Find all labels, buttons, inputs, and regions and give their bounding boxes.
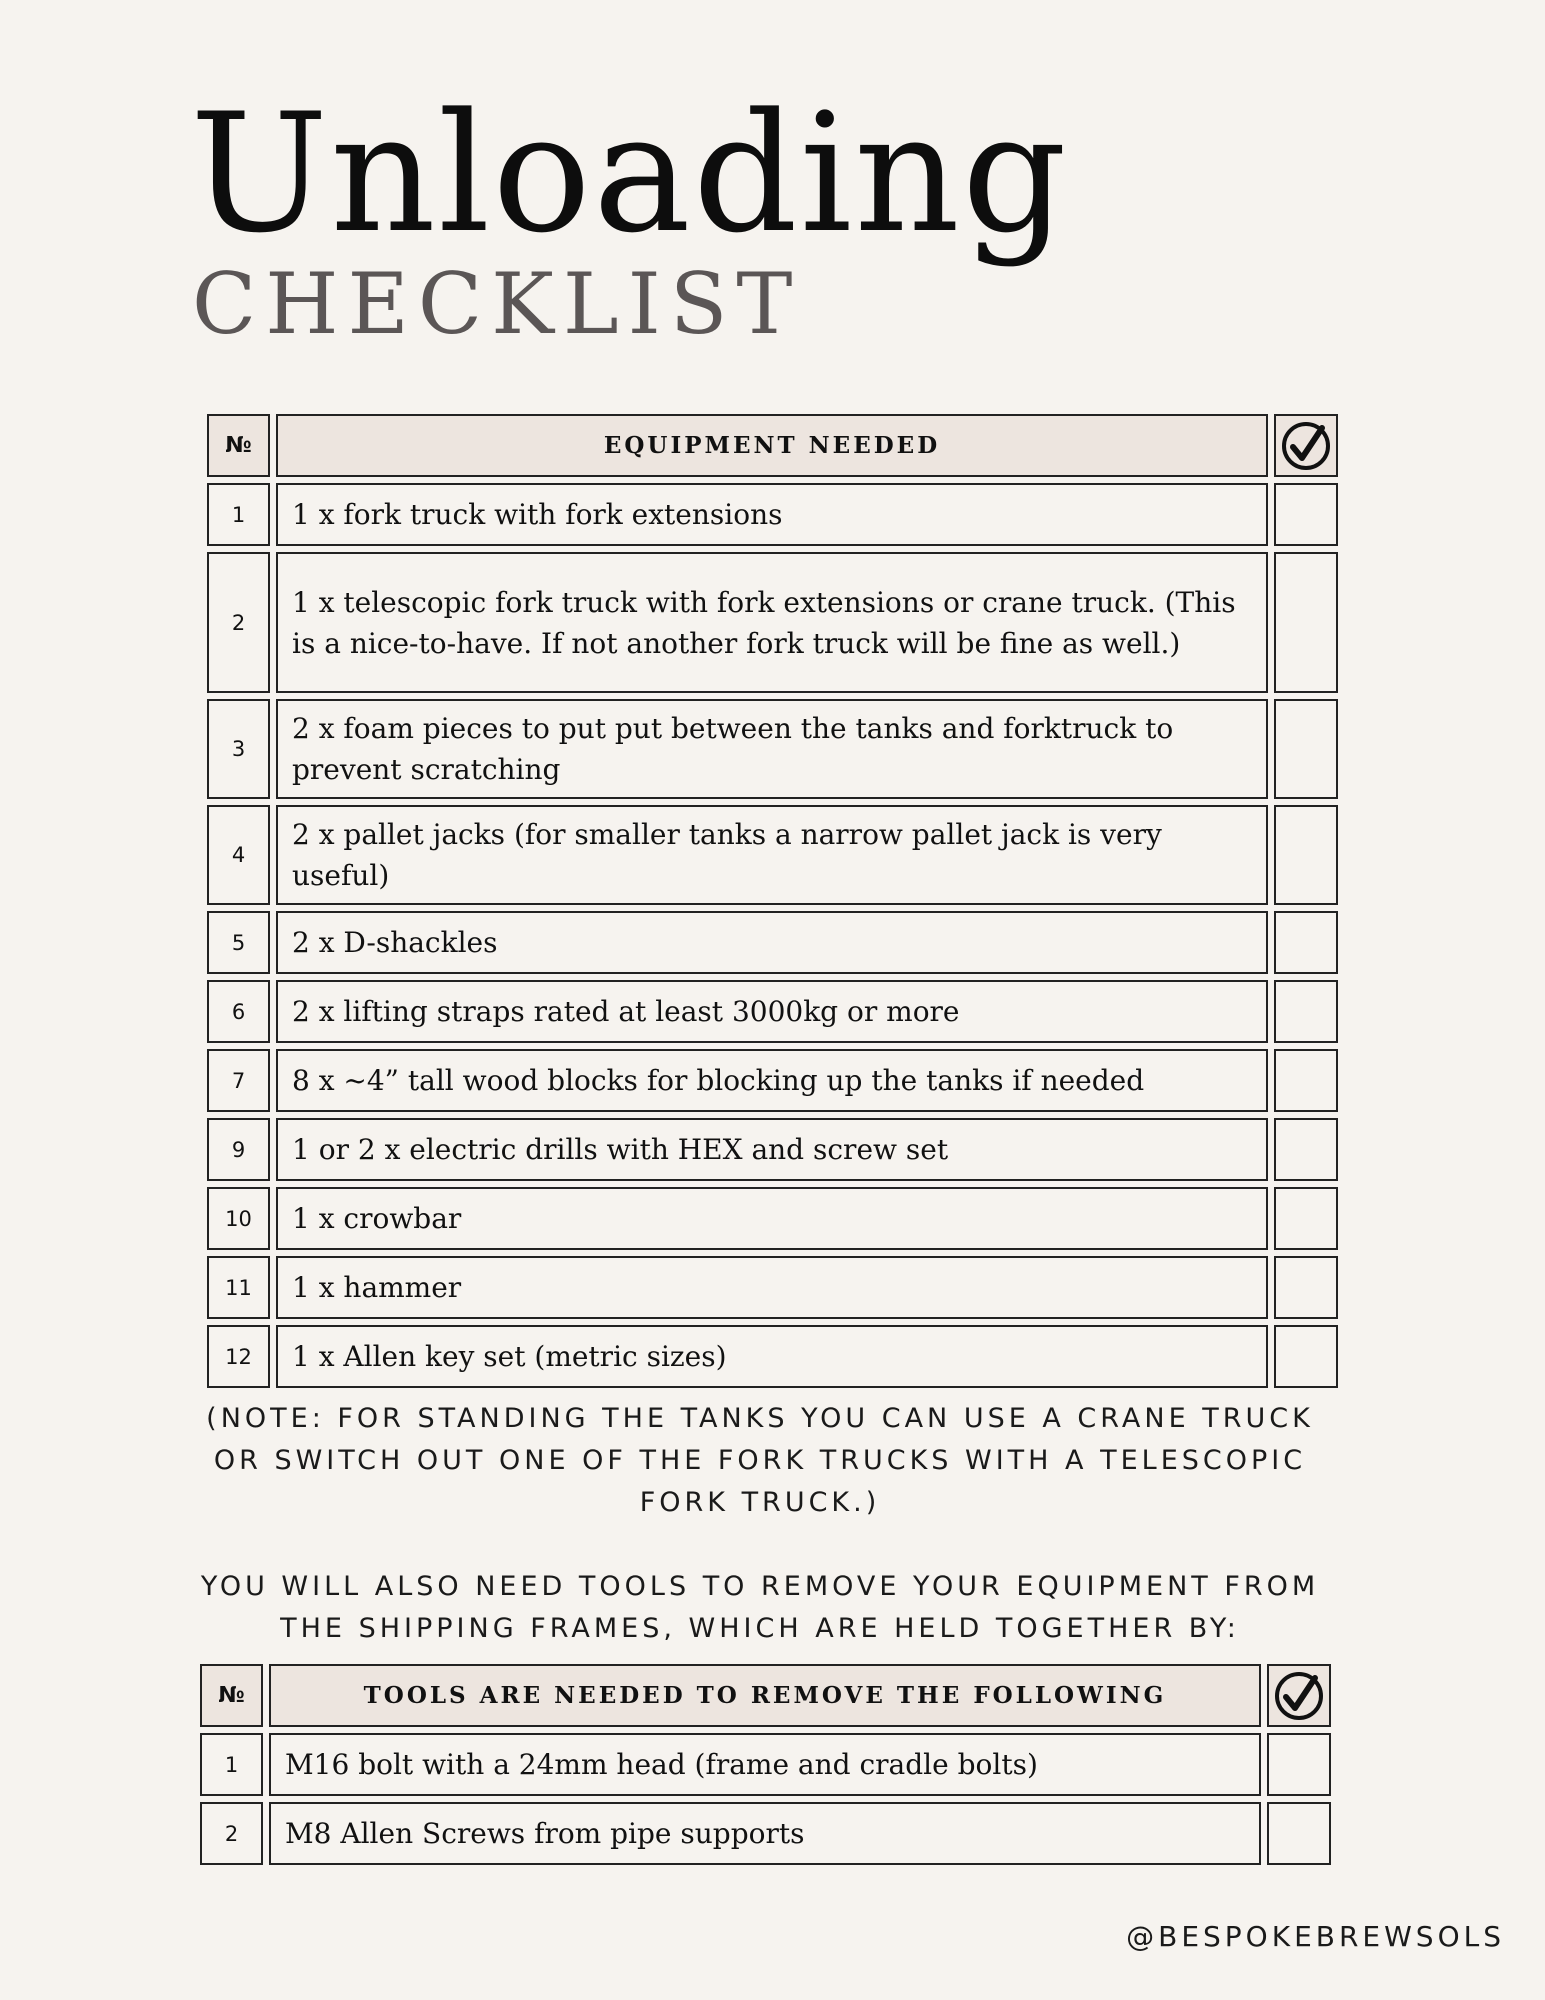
row-number: 4 [207,805,270,905]
row-text: 1 x telescopic fork truck with fork extensions or crane truck. (This is a nice-to-have. If not another fork truck will be fine as well.) [276,552,1268,693]
row-number: 7 [207,1049,270,1112]
social-handle: @BESPOKEBREWSOLS [1126,1920,1505,1953]
row-text: 1 x Allen key set (metric sizes) [276,1325,1268,1388]
checkmark-column-header [1274,414,1338,477]
equipment-column-header: EQUIPMENT NEEDED [276,414,1268,477]
row-text: 2 x foam pieces to put put between the tanks and forktruck to prevent scratching [276,699,1268,799]
row-number: 11 [207,1256,270,1319]
row-number: 2 [200,1802,263,1865]
checkmark-circle-icon [1280,420,1332,472]
row-number: 2 [207,552,270,693]
table-row [207,1049,1338,1112]
row-checkbox[interactable] [1274,1118,1338,1181]
table-row [207,552,1338,693]
row-text: M16 bolt with a 24mm head (frame and cradle bolts) [269,1733,1261,1796]
shipping-frames-note: YOU WILL ALSO NEED TOOLS TO REMOVE YOUR EQUIPMENT FROM THE SHIPPING FRAMES, WHICH ARE HELD TOGETHER BY: [200,1571,1320,1644]
tools-column-header: TOOLS ARE NEEDED TO REMOVE THE FOLLOWING [269,1664,1261,1727]
standing-tanks-note: (NOTE: FOR STANDING THE TANKS YOU CAN USE A CRANE TRUCK OR SWITCH OUT ONE OF THE FORK TRUCKS WITH A TELESCOPIC FORK TRUCK.) [206,1403,1314,1518]
row-checkbox[interactable] [1274,1049,1338,1112]
row-text: 1 x hammer [276,1256,1268,1319]
number-column-header: № [200,1664,263,1727]
row-number: 9 [207,1118,270,1181]
row-checkbox[interactable] [1274,980,1338,1043]
row-checkbox[interactable] [1274,1256,1338,1319]
table-row [207,1118,1338,1181]
row-number: 10 [207,1187,270,1250]
row-text: 1 or 2 x electric drills with HEX and screw set [276,1118,1268,1181]
row-checkbox[interactable] [1274,1325,1338,1388]
row-text: 2 x D-shackles [276,911,1268,974]
row-checkbox[interactable] [1274,483,1338,546]
page-title: Unloading [190,78,1069,269]
row-number: 1 [207,483,270,546]
row-number: 6 [207,980,270,1043]
table-row [200,1733,1331,1796]
row-checkbox[interactable] [1267,1802,1331,1865]
row-text: 8 x ~4” tall wood blocks for blocking up the tanks if needed [276,1049,1268,1112]
table-row [207,699,1338,799]
row-checkbox[interactable] [1274,1187,1338,1250]
table-row [207,980,1338,1043]
equipment-table [207,414,1338,1394]
equipment-table-header [207,414,1338,477]
row-text: 2 x lifting straps rated at least 3000kg or more [276,980,1268,1043]
checkmark-column-header [1267,1664,1331,1727]
checkmark-circle-icon [1273,1670,1325,1722]
row-checkbox[interactable] [1274,699,1338,799]
row-text: M8 Allen Screws from pipe supports [269,1802,1261,1865]
page-subtitle: CHECKLIST [192,255,802,353]
tools-table-header [200,1664,1331,1727]
row-checkbox[interactable] [1267,1733,1331,1796]
table-row [207,483,1338,546]
row-number: 12 [207,1325,270,1388]
tools-table [200,1664,1331,1871]
table-row [207,1325,1338,1388]
row-checkbox[interactable] [1274,911,1338,974]
table-row [207,805,1338,905]
row-number: 3 [207,699,270,799]
number-column-header: № [207,414,270,477]
row-text: 1 x fork truck with fork extensions [276,483,1268,546]
row-checkbox[interactable] [1274,552,1338,693]
row-text: 2 x pallet jacks (for smaller tanks a narrow pallet jack is very useful) [276,805,1268,905]
table-row [200,1802,1331,1865]
row-text: 1 x crowbar [276,1187,1268,1250]
row-number: 1 [200,1733,263,1796]
table-row [207,911,1338,974]
row-number: 5 [207,911,270,974]
row-checkbox[interactable] [1274,805,1338,905]
table-row [207,1187,1338,1250]
table-row [207,1256,1338,1319]
